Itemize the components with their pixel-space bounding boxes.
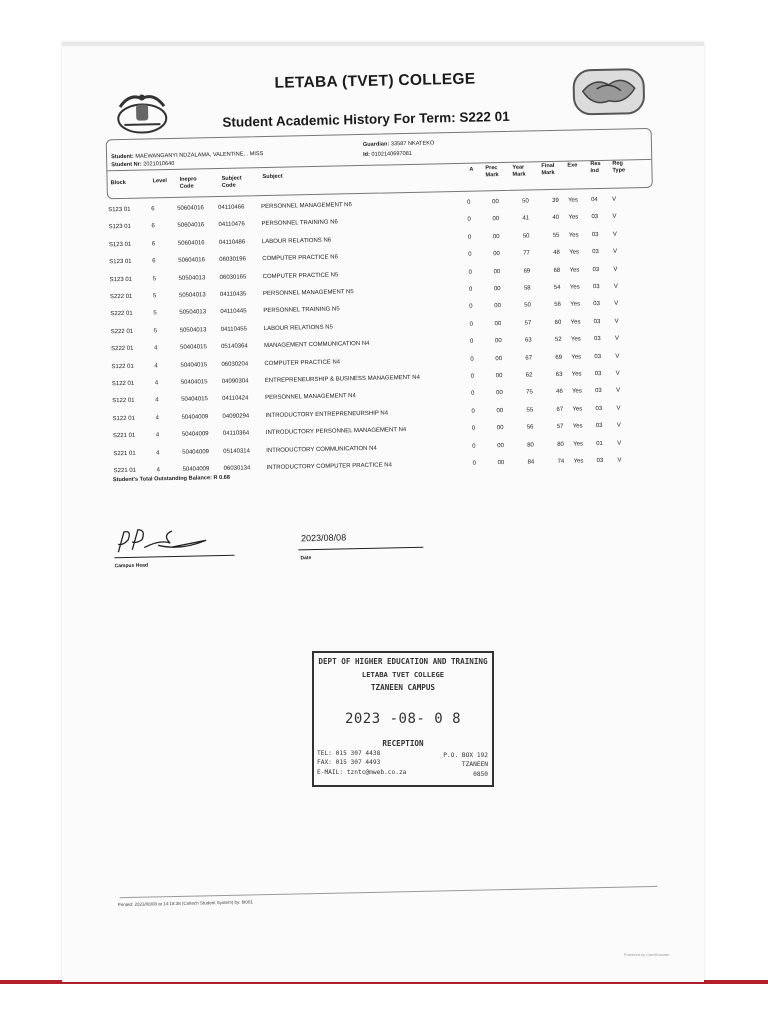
row-block: S122 01 (112, 415, 135, 423)
row-res-ind: 03 (591, 231, 599, 238)
row-exe: Yes (570, 336, 581, 343)
row-block: S222 01 (110, 328, 134, 336)
row-a: 0 (467, 217, 471, 224)
student-nr: 2021010640 (143, 160, 175, 168)
row-prec-mark: 00 (495, 355, 503, 362)
row-exe: Yes (568, 197, 578, 204)
row-reg-type: V (615, 353, 620, 360)
row-level: 6 (151, 223, 155, 230)
row-year-mark: 57 (524, 320, 532, 327)
row-inepro-code: 50604016 (177, 222, 205, 230)
document-content (56, 35, 718, 988)
row-a: 0 (471, 391, 475, 398)
row-reg-type: V (615, 370, 620, 377)
row-inepro-code: 50404015 (180, 379, 208, 386)
stamp-date: 2023 -08- 0 8 (344, 711, 462, 727)
row-reg-type: V (613, 283, 618, 290)
row-level: 4 (154, 345, 158, 352)
row-subject: INTRODUCTORY PERSONNEL MANAGEMENT N4 (265, 427, 407, 437)
row-level: 4 (154, 362, 158, 369)
row-inepro-code: 50604016 (178, 257, 206, 265)
row-reg-type: V (612, 214, 617, 221)
stamp-campus: TZANEEN CAMPUS (370, 683, 435, 692)
printed-footer: Printed: 2023/08/08 at 14:18:38 (Coltech Student System) by: bl001 (117, 899, 253, 908)
row-level: 5 (152, 275, 157, 282)
row-block: S123 01 (109, 258, 132, 266)
row-res-ind: 03 (592, 266, 600, 273)
row-res-ind: 03 (596, 457, 604, 465)
row-a: 0 (471, 408, 475, 415)
row-inepro-code: 50404009 (181, 431, 209, 438)
row-exe: Yes (570, 319, 581, 326)
row-reg-type: V (617, 440, 622, 447)
guardian-label: Guardian: (362, 141, 390, 148)
col-a: A (469, 166, 474, 173)
row-subject-code: 04110466 (218, 204, 245, 211)
row-a: 0 (471, 425, 476, 432)
row-year-mark: 75 (526, 389, 533, 396)
row-final-mark: 54 (553, 284, 561, 291)
row-reg-type: V (616, 405, 621, 412)
row-res-ind: 03 (594, 370, 602, 378)
row-subject: COMPUTER PRACTICE N5 (262, 272, 339, 280)
row-subject-code: 04110424 (222, 395, 249, 403)
col-year: Year Mark (512, 164, 526, 178)
row-a: 0 (467, 199, 471, 206)
row-subject: PERSONNEL MANAGEMENT N5 (262, 289, 354, 298)
reception-stamp (312, 651, 494, 787)
row-inepro-code: 50504013 (178, 274, 206, 282)
row-inepro-code: 50404015 (181, 396, 208, 404)
row-block: S122 01 (112, 398, 135, 405)
row-subject-code: 04110445 (220, 308, 247, 316)
col-prec: Prec Mark (485, 165, 499, 179)
row-exe: Yes (569, 284, 580, 291)
row-final-mark: 56 (554, 302, 562, 309)
row-year-mark: 58 (523, 285, 531, 292)
row-inepro-code: 50504013 (178, 292, 206, 299)
college-logo (572, 68, 645, 115)
stamp-fax: FAX: 015 307 4493 (317, 759, 381, 766)
row-subject: MANAGEMENT COMMUNICATION N4 (264, 341, 370, 350)
row-reg-type: V (612, 231, 617, 238)
row-final-mark: 46 (556, 389, 563, 396)
row-subject: INTRODUCTORY ENTREPRENEURSHIP N4 (265, 410, 389, 419)
row-subject-code: 04110455 (220, 326, 248, 333)
row-exe: Yes (570, 301, 581, 309)
col-res: Res Ind (590, 160, 601, 175)
row-exe: Yes (573, 458, 584, 465)
row-prec-mark: 00 (493, 268, 501, 275)
row-exe: Yes (569, 249, 580, 256)
row-res-ind: 03 (595, 423, 603, 430)
row-res-ind: 03 (593, 336, 601, 343)
stamp-tel: TEL: 015 307 4438 (317, 750, 381, 757)
row-a: 0 (472, 460, 476, 467)
row-level: 4 (155, 432, 160, 439)
row-subject-code: 04110435 (219, 291, 247, 298)
row-year-mark: 77 (523, 250, 530, 257)
row-level: 6 (151, 206, 155, 213)
row-subject-code: 04110364 (222, 430, 250, 438)
row-a: 0 (472, 443, 476, 450)
row-res-ind: 04 (591, 197, 598, 204)
row-year-mark: 69 (523, 268, 531, 275)
row-prec-mark: 00 (494, 303, 502, 310)
stamp-pobox: P.O. BOX 192 (443, 752, 488, 759)
col-reg: Reg Type (612, 160, 626, 174)
col-level: Level (152, 178, 167, 185)
row-year-mark: 55 (526, 407, 534, 414)
row-reg-type: V (616, 422, 621, 429)
row-year-mark: 62 (525, 372, 533, 379)
row-level: 5 (153, 310, 157, 317)
row-year-mark: 56 (526, 424, 534, 431)
stamp-reception: RECEPTION (382, 739, 424, 748)
row-block: S122 01 (111, 380, 135, 388)
row-final-mark: 68 (553, 267, 561, 274)
row-final-mark: 40 (552, 215, 560, 222)
col-subject: Subject (262, 173, 283, 181)
row-block: S222 01 (109, 293, 133, 301)
row-prec-mark: 00 (497, 460, 505, 467)
row-reg-type: V (612, 196, 617, 203)
row-subject-code: 04110476 (218, 221, 245, 229)
id-value: 0102140697081 (371, 150, 412, 158)
row-prec-mark: 00 (496, 407, 504, 414)
row-final-mark: 80 (557, 441, 564, 448)
row-exe: Yes (571, 354, 582, 361)
row-subject: INTRODUCTORY COMMUNICATION N4 (266, 445, 377, 454)
student-nr-label: Student Nr: (111, 161, 142, 169)
stamp-postcode: 0850 (473, 771, 488, 778)
row-year-mark: 50 (522, 198, 529, 205)
col-subject-code: Subject Code (221, 175, 242, 189)
row-block: S222 01 (110, 311, 133, 318)
col-final: Final Mark (541, 162, 555, 177)
row-reg-type: V (613, 248, 618, 255)
row-block: S123 01 (108, 224, 131, 231)
row-year-mark: 63 (524, 337, 532, 344)
row-prec-mark: 00 (496, 390, 503, 397)
row-subject: INTRODUCTORY COMPUTER PRACTICE N4 (266, 462, 393, 472)
row-prec-mark: 00 (494, 320, 502, 328)
row-reg-type: V (613, 266, 618, 273)
row-a: 0 (468, 251, 472, 258)
row-block: S122 01 (111, 363, 134, 370)
row-year-mark: 67 (525, 355, 533, 362)
row-year-mark: 41 (522, 215, 530, 223)
row-subject-code: 06030134 (223, 465, 251, 472)
row-prec-mark: 00 (492, 233, 500, 241)
row-res-ind: 03 (591, 214, 599, 221)
stamp-town: TZANEEN (461, 761, 488, 768)
row-level: 4 (155, 415, 159, 422)
row-subject-code: 04090304 (221, 378, 249, 385)
college-title: LETABA (TVET) COLLEGE (274, 70, 476, 92)
row-final-mark: 48 (553, 250, 560, 257)
row-block: S221 01 (113, 467, 137, 475)
row-subject-code: 05140314 (223, 447, 251, 455)
row-inepro-code: 50404015 (180, 361, 208, 369)
footer-divider (120, 886, 658, 898)
row-subject: PERSONNEL TRAINING N5 (263, 306, 340, 315)
row-final-mark: 74 (557, 458, 565, 465)
row-a: 0 (468, 286, 473, 293)
guardian-value: 33587 NKATEKO (390, 140, 435, 148)
row-final-mark: 67 (556, 406, 564, 413)
row-subject-code: 04110486 (218, 239, 246, 246)
row-subject-code: 06030196 (219, 256, 247, 264)
row-subject-code: 06030165 (219, 274, 247, 281)
row-a: 0 (470, 356, 474, 363)
row-res-ind: 03 (595, 388, 602, 395)
row-inepro-code: 50404009 (182, 448, 210, 456)
row-prec-mark: 00 (492, 199, 499, 206)
row-inepro-code: 50604016 (177, 205, 204, 212)
row-exe: Yes (572, 388, 582, 396)
row-final-mark: 52 (554, 337, 562, 344)
row-subject: LABOUR RELATIONS N5 (263, 324, 334, 332)
row-res-ind: 03 (595, 405, 603, 412)
row-exe: Yes (572, 423, 583, 430)
row-subject: ENTREPRENEURSHIP & BUSINESS MANAGEMENT N4 (264, 374, 420, 385)
student-nr-line (111, 161, 174, 168)
row-subject-code: 06030204 (221, 360, 249, 368)
id-line (363, 151, 412, 158)
row-subject: PERSONNEL MANAGEMENT N4 (265, 393, 356, 402)
row-res-ind: 03 (593, 318, 601, 325)
row-subject: PERSONNEL MANAGEMENT N6 (261, 202, 352, 211)
col-exe: Exe (567, 162, 578, 169)
row-final-mark: 60 (554, 319, 562, 326)
row-a: 0 (469, 321, 474, 328)
row-inepro-code: 50504013 (179, 327, 207, 334)
stamp-dept: DEPT OF HIGHER EDUCATION AND TRAINING (318, 657, 488, 666)
row-block: S123 01 (108, 241, 132, 249)
row-level: 4 (156, 449, 160, 456)
row-a: 0 (468, 269, 472, 276)
id-label: Id: (363, 151, 370, 158)
row-subject-code: 04090294 (222, 413, 250, 420)
row-inepro-code: 50404009 (181, 414, 209, 421)
row-prec-mark: 00 (494, 338, 502, 345)
col-inepro: Inepro Code (179, 176, 197, 190)
guardian-line (363, 140, 435, 147)
row-reg-type: V (616, 387, 621, 395)
row-block: S123 01 (109, 276, 133, 283)
row-inepro-code: 50604016 (177, 240, 205, 247)
row-prec-mark: 00 (493, 286, 501, 293)
row-year-mark: 50 (524, 302, 532, 309)
scanned-page (62, 42, 704, 982)
row-level: 4 (156, 467, 161, 474)
campus-head-label: Campus Head (114, 562, 149, 570)
row-subject: LABOUR RELATIONS N6 (261, 237, 332, 245)
row-subject: COMPUTER PRACTICE N6 (262, 254, 338, 263)
row-inepro-code: 50504013 (179, 309, 207, 317)
row-subject: PERSONNEL TRAINING N6 (261, 219, 338, 228)
row-block: S221 01 (113, 450, 136, 457)
row-year-mark: 84 (527, 459, 535, 466)
row-res-ind: 01 (596, 440, 603, 447)
student-info-box (106, 128, 653, 199)
row-reg-type: V (614, 318, 619, 325)
powered-by: Powered by CamScanner (624, 952, 670, 957)
row-reg-type: V (617, 457, 622, 464)
row-exe: Yes (568, 214, 579, 222)
row-final-mark: 69 (555, 354, 563, 361)
row-prec-mark: 00 (493, 251, 500, 258)
row-year-mark: 80 (527, 442, 534, 449)
row-subject: COMPUTER PRACTICE N4 (264, 359, 341, 367)
row-final-mark: 39 (552, 197, 559, 204)
row-prec-mark: 00 (497, 442, 504, 449)
student-name: MAEWANGANYI NDZALAMA, VALENTINE, . MISS (135, 151, 264, 160)
row-year-mark: 50 (522, 233, 530, 240)
stamp-email: E-MAIL: tzntc@mweb.co.za (317, 769, 407, 776)
row-reg-type: V (614, 335, 620, 342)
outstanding-balance: Student's Total Outstanding Balance: R 0.68 (112, 474, 231, 484)
row-block: S221 01 (112, 432, 136, 440)
col-block: Block (110, 179, 126, 187)
student-line (111, 151, 263, 160)
row-exe: Yes (569, 267, 580, 274)
row-exe: Yes (573, 440, 584, 448)
row-a: 0 (469, 304, 473, 311)
row-res-ind: 03 (593, 301, 601, 308)
row-final-mark: 55 (552, 232, 560, 239)
row-a: 0 (470, 373, 475, 380)
row-prec-mark: 00 (495, 373, 503, 380)
row-final-mark: 63 (555, 371, 563, 378)
row-res-ind: 03 (592, 249, 599, 256)
history-title: Student Academic History For Term: S222 01 (222, 108, 510, 130)
coat-of-arms-logo (110, 88, 175, 135)
row-exe: Yes (571, 371, 582, 378)
row-block: S123 01 (108, 206, 131, 214)
row-level: 5 (153, 328, 158, 335)
row-res-ind: 03 (594, 353, 602, 360)
date-label: Date (300, 555, 312, 562)
row-a: 0 (469, 338, 474, 345)
row-level: 6 (151, 241, 156, 248)
student-label: Student: (111, 153, 134, 161)
row-exe: Yes (568, 232, 579, 239)
row-a: 0 (467, 234, 472, 241)
row-prec-mark: 00 (496, 425, 504, 432)
row-level: 6 (152, 258, 156, 265)
row-level: 4 (154, 380, 159, 387)
row-block: S222 01 (111, 345, 134, 353)
row-res-ind: 03 (592, 284, 600, 291)
row-prec-mark: 00 (492, 216, 500, 223)
signed-date: 2023/08/08 (300, 532, 347, 544)
stamp-college: LETABA TVET COLLEGE (361, 670, 445, 679)
row-level: 4 (155, 397, 159, 404)
row-inepro-code: 50404009 (182, 466, 210, 473)
row-final-mark: 57 (556, 423, 564, 431)
row-reg-type: V (614, 301, 619, 308)
row-exe: Yes (572, 406, 583, 413)
row-inepro-code: 50404015 (180, 344, 207, 351)
date-line (298, 547, 423, 551)
row-level: 5 (152, 293, 157, 300)
row-subject-code: 05140364 (221, 343, 248, 351)
